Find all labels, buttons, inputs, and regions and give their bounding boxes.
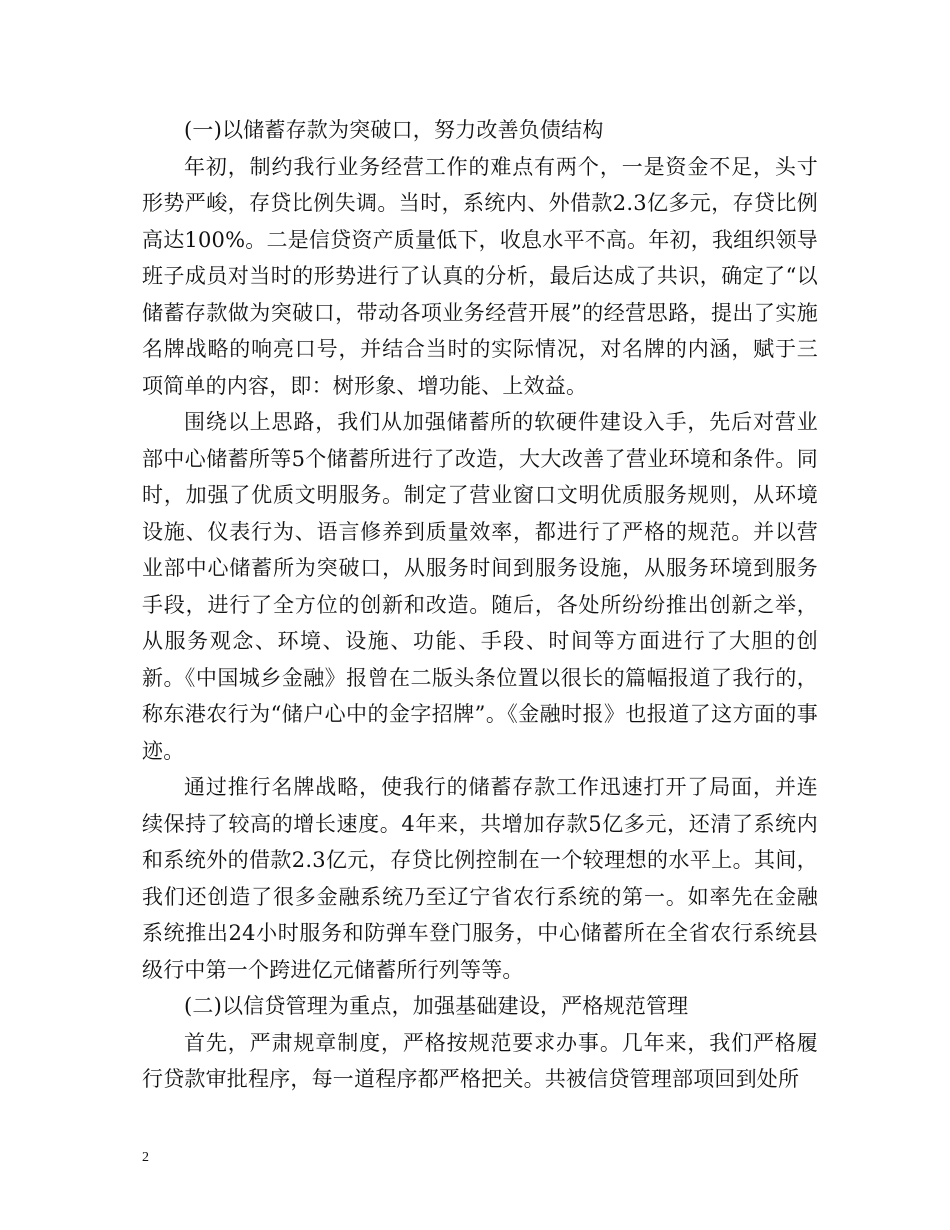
section-heading-2: (二)以信贷管理为重点，加强基础建设，严格规范管理 xyxy=(184,994,689,1018)
body-paragraph: 通过推行名牌战略，使我行的储蓄存款工作迅速打开了局面，并连续保持了较高的增长速度。4年来，共增加存款5亿多元，还清了系统内和系统外的借款2.3亿元，存贷比例控制在一个较理想的水平上。其间，我们还创造了很多金融系统乃至辽宁省农行系统的第一。如率先在金融系统推出24小时服务和防弹车登门服务，中心储蓄所在全省农行系统县级行中第一个跨进亿元储蓄所行列等等。 xyxy=(142,775,818,982)
page-number: 2 xyxy=(142,1150,149,1165)
section-heading-1: (一)以储蓄存款为突破口，努力改善负债结构 xyxy=(184,118,604,142)
body-paragraph: 年初，制约我行业务经营工作的难点有两个，一是资金不足，头寸形势严峻，存贷比例失调。当时，系统内、外借款2.3亿多元，存贷比例高达100%。二是信贷资产质量低下，收息水平不高。年初，我组织领导班子成员对当时的形势进行了认真的分析，最后达成了共识，确定了“以储蓄存款做为突破口，带动各项业务经营开展”的经营思路，提出了实施名牌战略的响亮口号，并结合当时的实际情况，对名牌的内涵，赋于三项简单的内容，即：树形象、增功能、上效益。 xyxy=(142,154,818,398)
body-paragraph: 首先，严肃规章制度，严格按规范要求办事。几年来，我们严格履行贷款审批程序，每一道程序都严格把关。共被信贷管理部项回到处所 xyxy=(142,1030,818,1091)
document-body xyxy=(142,112,818,1098)
body-paragraph: 围绕以上思路，我们从加强储蓄所的软硬件建设入手，先后对营业部中心储蓄所等5个储蓄所进行了改造，大大改善了营业环境和条件。同时，加强了优质文明服务。制定了营业窗口文明优质服务规则，从环境设施、仪表行为、语言修养到质量效率，都进行了严格的规范。并以营业部中心储蓄所为突破口，从服务时间到服务设施，从服务环境到服务手段，进行了全方位的创新和改造。随后，各处所纷纷推出创新之举，从服务观念、环境、设施、功能、手段、时间等方面进行了大胆的创新。《中国城乡金融》报曾在二版头条位置以很长的篇幅报道了我行的，称东港农行为“储户心中的金字招牌”。《金融时报》也报道了这方面的事迹。 xyxy=(142,410,818,763)
